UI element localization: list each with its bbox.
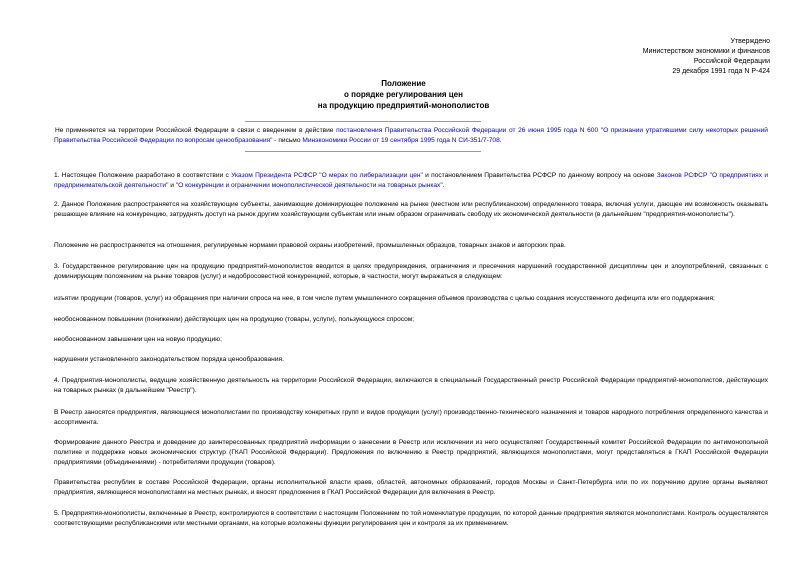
title-line: о порядке регулирования цен bbox=[344, 90, 463, 99]
link-zakon-konkurenciya[interactable]: "О конкуренции и ограничении монополистической деятельности на товарных рынках" bbox=[175, 182, 443, 189]
paragraph-9: 4. Предприятия-монополисты, ведущие хозяйственную деятельность на территории Российской Федерации, включаются в специальный Государственный реестр Российской Федерации предприятий-монополистов, действующих на товарных рынках (в дальнейшем "Реестр"). bbox=[54, 377, 768, 394]
paragraph-7: необоснованном завышении цен на новую продукцию; bbox=[54, 336, 222, 343]
paragraph-4: 3. Государственное регулирование цен на продукцию предприятий-монополистов вводится в целях предупреждения, ограничения и пресечения нарушений государственной дисциплины цен и злоупотреблений, связанных с доминирующим положением на рынке товаров (услуг) и недобросовестной конкуренцией, которые, в частности, могут выражаться в следующем: bbox=[54, 263, 768, 280]
document-title bbox=[0, 78, 807, 111]
p1-text: . bbox=[442, 182, 445, 189]
paragraph-11: Формирование данного Реестра и доведение до заинтересованных предприятий информации о занесении в Реестр или исключении из него осуществляет Государственный комитет Российской Федерации по антимонопольной политике и поддержке новых экономических структур (ГКАП Российской Федерации). Предложения по включению в Реестр предприятий, являющихся монополистами, могут представляться в ГКАП Российской Федерации предприятиями (объединениями) - потребителями продукции (товаров). bbox=[54, 439, 768, 466]
note-link-postanovlenie[interactable]: постановления Правительства Российской Федерации от 26 июня 1995 года N 600 "О признании утратившими силу некоторых решений Правительства Российской Федерации по вопросам ценообразования" bbox=[54, 127, 768, 144]
p1-text: 1. Настоящее Положение разработано в соответствии с bbox=[54, 172, 232, 179]
note-text: . bbox=[499, 137, 502, 144]
note-text: - письмо bbox=[272, 137, 303, 144]
paragraph-5: изъятии продукции (товаров, услуг) из обращения при наличии спроса на нее, в том числе путем умышленного сокращения объемов производства с целью создания искусственного дефицита или его поддержания; bbox=[54, 295, 715, 302]
p1-text: и bbox=[168, 182, 176, 189]
link-zakon-predpriyatiya[interactable]: Законов РСФСР "О предприятиях и предпринимательской деятельности" bbox=[54, 172, 769, 189]
applicability-note bbox=[54, 126, 768, 146]
link-ukaz[interactable]: Указом Президента РСФСР "О мерах по либерализации цен" bbox=[231, 172, 423, 179]
paragraph-12: Правительства республик в составе Российской Федерации, органы исполнительной власти краев, областей, автономных образований, городов Москвы и Санкт-Петербурга или по их поручению другие органы выявляют предприятия, являющиеся монополистами на местных рынках, и вносят предложения в ГКАП Российской Федерации для включения в Реестр. bbox=[54, 479, 768, 496]
p1-text: и постановлением Правительства РСФСР по данному вопросу на основе bbox=[422, 172, 657, 179]
divider-bottom bbox=[245, 151, 481, 152]
title-line: на продукцию предприятий-монополистов bbox=[317, 101, 490, 110]
divider-top bbox=[245, 121, 481, 122]
paragraph-3: Положение не распространяется на отношения, регулируемые нормами правовой охраны изобретений, промышленных образцов, товарных знаков и авторских прав. bbox=[54, 242, 566, 249]
approval-block bbox=[643, 37, 770, 77]
paragraph-8: нарушении установленного законодательством порядка ценообразования. bbox=[54, 356, 284, 363]
paragraph-10: В Реестр заносятся предприятия, являющиеся монополистами по производству конкретных групп и видов продукции (услуг) производственно-технического назначения и товаров народного потребления определенного качества и ассортимента. bbox=[54, 409, 768, 426]
note-link-letter[interactable]: Минэкономики России от 19 сентября 1995 года N СИ-351/7-708 bbox=[302, 137, 500, 144]
paragraph-6: необоснованном повышении (понижении) действующих цен на продукцию (товары, услуги), пользующуюся спросом; bbox=[54, 316, 415, 323]
paragraph-1 bbox=[54, 171, 768, 191]
paragraph-2: 2. Данное Положение распространяется на хозяйствующие субъекты, занимающие доминирующее положение на рынке (местном или республиканском) определенного товара, включая услуги, дающее им возможность оказывать решающее влияние на конкуренцию, затруднять доступ на рынок другим хозяйствующим субъектам или иным образом ограничивать свободу их экономической деятельности (в дальнейшем "предприятия-монополисты"). bbox=[54, 201, 768, 218]
approval-line: Министерством экономики и финансов bbox=[642, 48, 770, 55]
title-line: Положение bbox=[381, 79, 426, 88]
approval-line: Российской Федерации bbox=[693, 58, 770, 65]
paragraph-13: 5. Предприятия-монополисты, включенные в Реестр, контролируются в соответствии с настоящим Положением по той номенклатуре продукции, по которой данные предприятия являются монополистами. Контроль осуществляется соответствующими республиканскими или местными органами, на которые возложены функции регулирования цен и контроля за их применением. bbox=[54, 510, 768, 527]
approval-line: 29 декабря 1991 года N Р-424 bbox=[672, 68, 770, 75]
note-text: Не применяется на территории Российской Федерации в связи с введением в действие bbox=[55, 127, 337, 134]
approval-line: Утверждено bbox=[730, 38, 770, 45]
